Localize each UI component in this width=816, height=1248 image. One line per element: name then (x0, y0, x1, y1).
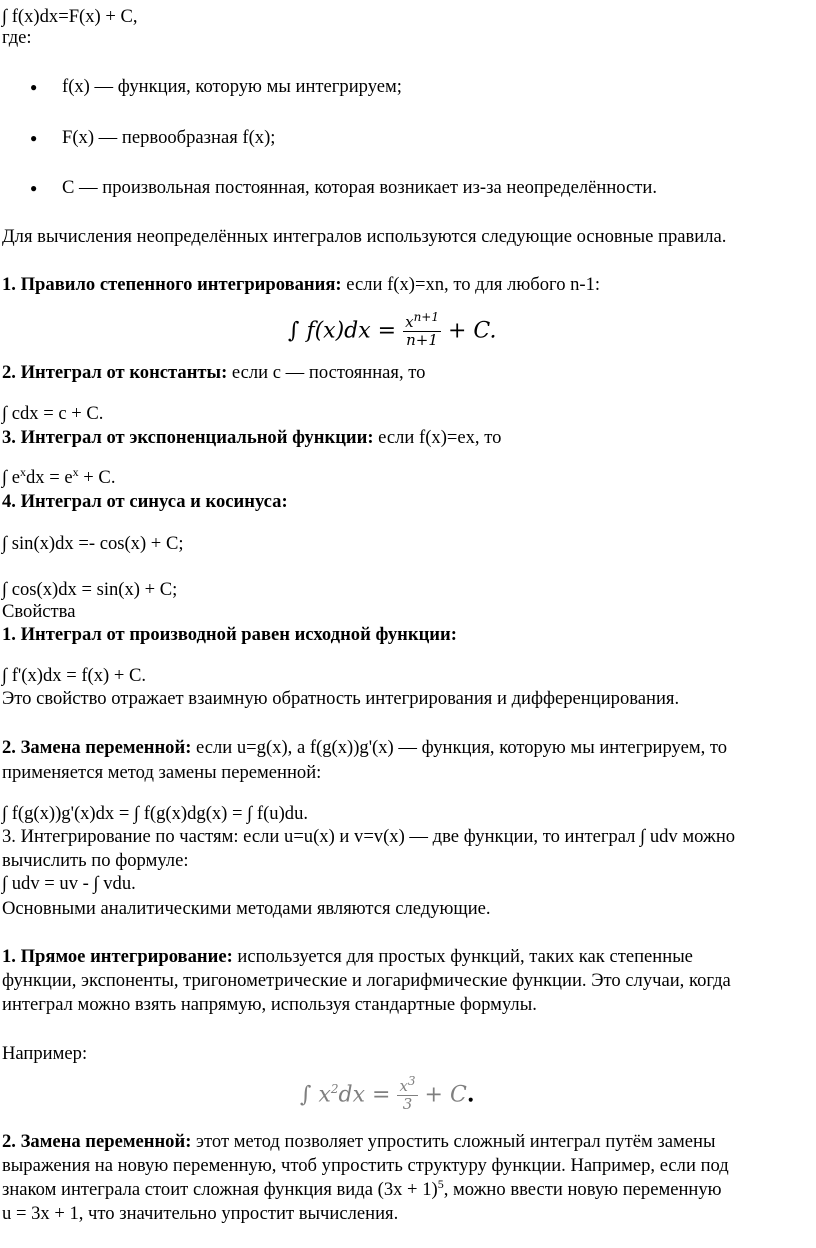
text-part: знаком интеграла стоит сложная функция вида (3x + 1) (2, 1179, 438, 1200)
text-line: u = 3x + 1, что значительно упростит вычисления. (2, 1203, 399, 1224)
text-line (2, 1176, 722, 1201)
formula-line: ∫ f(g(x))g'(x)dx = ∫ f(g(x)dg(x) = ∫ f(u)du. (2, 803, 309, 824)
rule-heading (2, 362, 425, 384)
fraction-numerator: x (399, 1077, 408, 1095)
text-line: вычислить по формуле: (2, 850, 189, 871)
bullet-icon: ● (30, 131, 38, 145)
property-heading (2, 624, 457, 646)
formula-line: ∫ f'(x)dx = f(x) + C. (2, 665, 147, 686)
text-line: 3. Интегрирование по частям: если u=u(x) и v=v(x) — две функции, то интеграл ∫ udv можно (2, 826, 736, 847)
formula-part: ∫ e (2, 467, 20, 488)
formula-rhs: + C. (440, 318, 497, 344)
text-line: интеграл можно взять напрямую, используя стандартные формулы. (2, 994, 537, 1015)
formula-line: ∫ cos(x)dx = sin(x) + C; (2, 579, 178, 600)
fraction-denominator: 3 (402, 1095, 413, 1113)
method-heading (2, 1131, 715, 1153)
formula-line: ∫ sin(x)dx =- cos(x) + C; (2, 533, 184, 554)
formula-line: ∫ cdx = c + C. (2, 403, 104, 424)
example-formula (300, 1074, 475, 1113)
rule-title: 3. Интеграл от экспоненциальной функции: (2, 427, 374, 448)
text-part: , можно ввести новую переменную (443, 1179, 722, 1200)
paragraph: Это свойство отражает взаимную обратность интегрирования и дифференцирования. (2, 688, 680, 709)
rule-title: 2. Интеграл от константы: (2, 362, 228, 383)
list-item: F(x) — первообразная f(x); (62, 127, 276, 148)
property-title: 1. Интеграл от производной равен исходной функции: (2, 624, 457, 645)
numerator-exponent: n+1 (413, 310, 439, 324)
formula-line: ∫ udv = uv - ∫ vdu. (2, 873, 136, 894)
property-text: если u=g(x), а f(g(x))g'(x) — функция, которую мы интегрируем, то (191, 737, 728, 758)
bullet-icon: ● (30, 181, 38, 195)
list-item: f(x) — функция, которую мы интегрируем; (62, 76, 402, 97)
section-title: Свойства (2, 601, 76, 622)
bullet-icon: ● (30, 80, 38, 94)
formula-fraction (403, 310, 441, 349)
property-heading (2, 737, 727, 759)
rule-heading (2, 274, 600, 296)
rule-title: 1. Правило степенного интегрирования: (2, 274, 342, 295)
method-heading (2, 946, 693, 968)
formula-part: dx = e (26, 467, 73, 488)
rule-title: 4. Интеграл от синуса и косинуса: (2, 491, 288, 512)
rule-text: если f(x)=xn, то для любого n-1: (341, 274, 601, 295)
numerator-exponent: 3 (407, 1074, 416, 1088)
formula-fraction (397, 1074, 417, 1113)
formula-dot: . (466, 1081, 475, 1108)
method-title: 1. Прямое интегрирование: (2, 946, 233, 967)
formula-eq: = (370, 318, 404, 344)
formula-part: + C. (78, 467, 116, 488)
formula-exponent: x (20, 464, 26, 479)
rule-text: если f(x)=ex, то (373, 427, 502, 448)
formula-line (2, 464, 116, 489)
rule-heading (2, 427, 501, 449)
rule-text: если c — постоянная, то (227, 362, 426, 383)
fraction-numerator: x (405, 313, 414, 331)
paragraph: Для вычисления неопределённых интегралов используются следующие основные правила. (2, 226, 727, 247)
list-item: C — произвольная постоянная, которая возникает из-за неопределённости. (62, 177, 658, 198)
text-line: где: (2, 27, 32, 48)
fraction-denominator: n+1 (406, 331, 438, 349)
formula-rhs: + C (417, 1082, 467, 1108)
method-text: используется для простых функций, таких как степенные (232, 946, 693, 967)
rule-heading (2, 491, 288, 513)
text-line: выражения на новую переменную, чтоб упростить структуру функции. Например, если под (2, 1155, 729, 1176)
power-rule-formula (288, 310, 497, 349)
text-line: Например: (2, 1043, 88, 1064)
text-line: применяется метод замены переменной: (2, 762, 322, 783)
text-line: функции, экспоненты, тригонометрические и логарифмические функции. Это случаи, когда (2, 970, 731, 991)
text-exponent: 5 (437, 1176, 444, 1191)
property-title: 2. Замена переменной: (2, 737, 192, 758)
lhs-exponent: 2 (330, 1082, 339, 1097)
formula-eq: = (365, 1082, 398, 1108)
formula-line: ∫ f(x)dx=F(x) + C, (2, 6, 138, 27)
formula-exponent: x (72, 464, 79, 479)
formula-lhs: ∫ f(x)dx (288, 318, 371, 344)
formula-lhs-rest: dx (338, 1082, 366, 1108)
method-text: этот метод позволяет упростить сложный интеграл путём замены (191, 1131, 716, 1152)
method-title: 2. Замена переменной: (2, 1131, 192, 1152)
formula-lhs: ∫ x (300, 1082, 331, 1108)
paragraph: Основными аналитическими методами являются следующие. (2, 898, 491, 919)
